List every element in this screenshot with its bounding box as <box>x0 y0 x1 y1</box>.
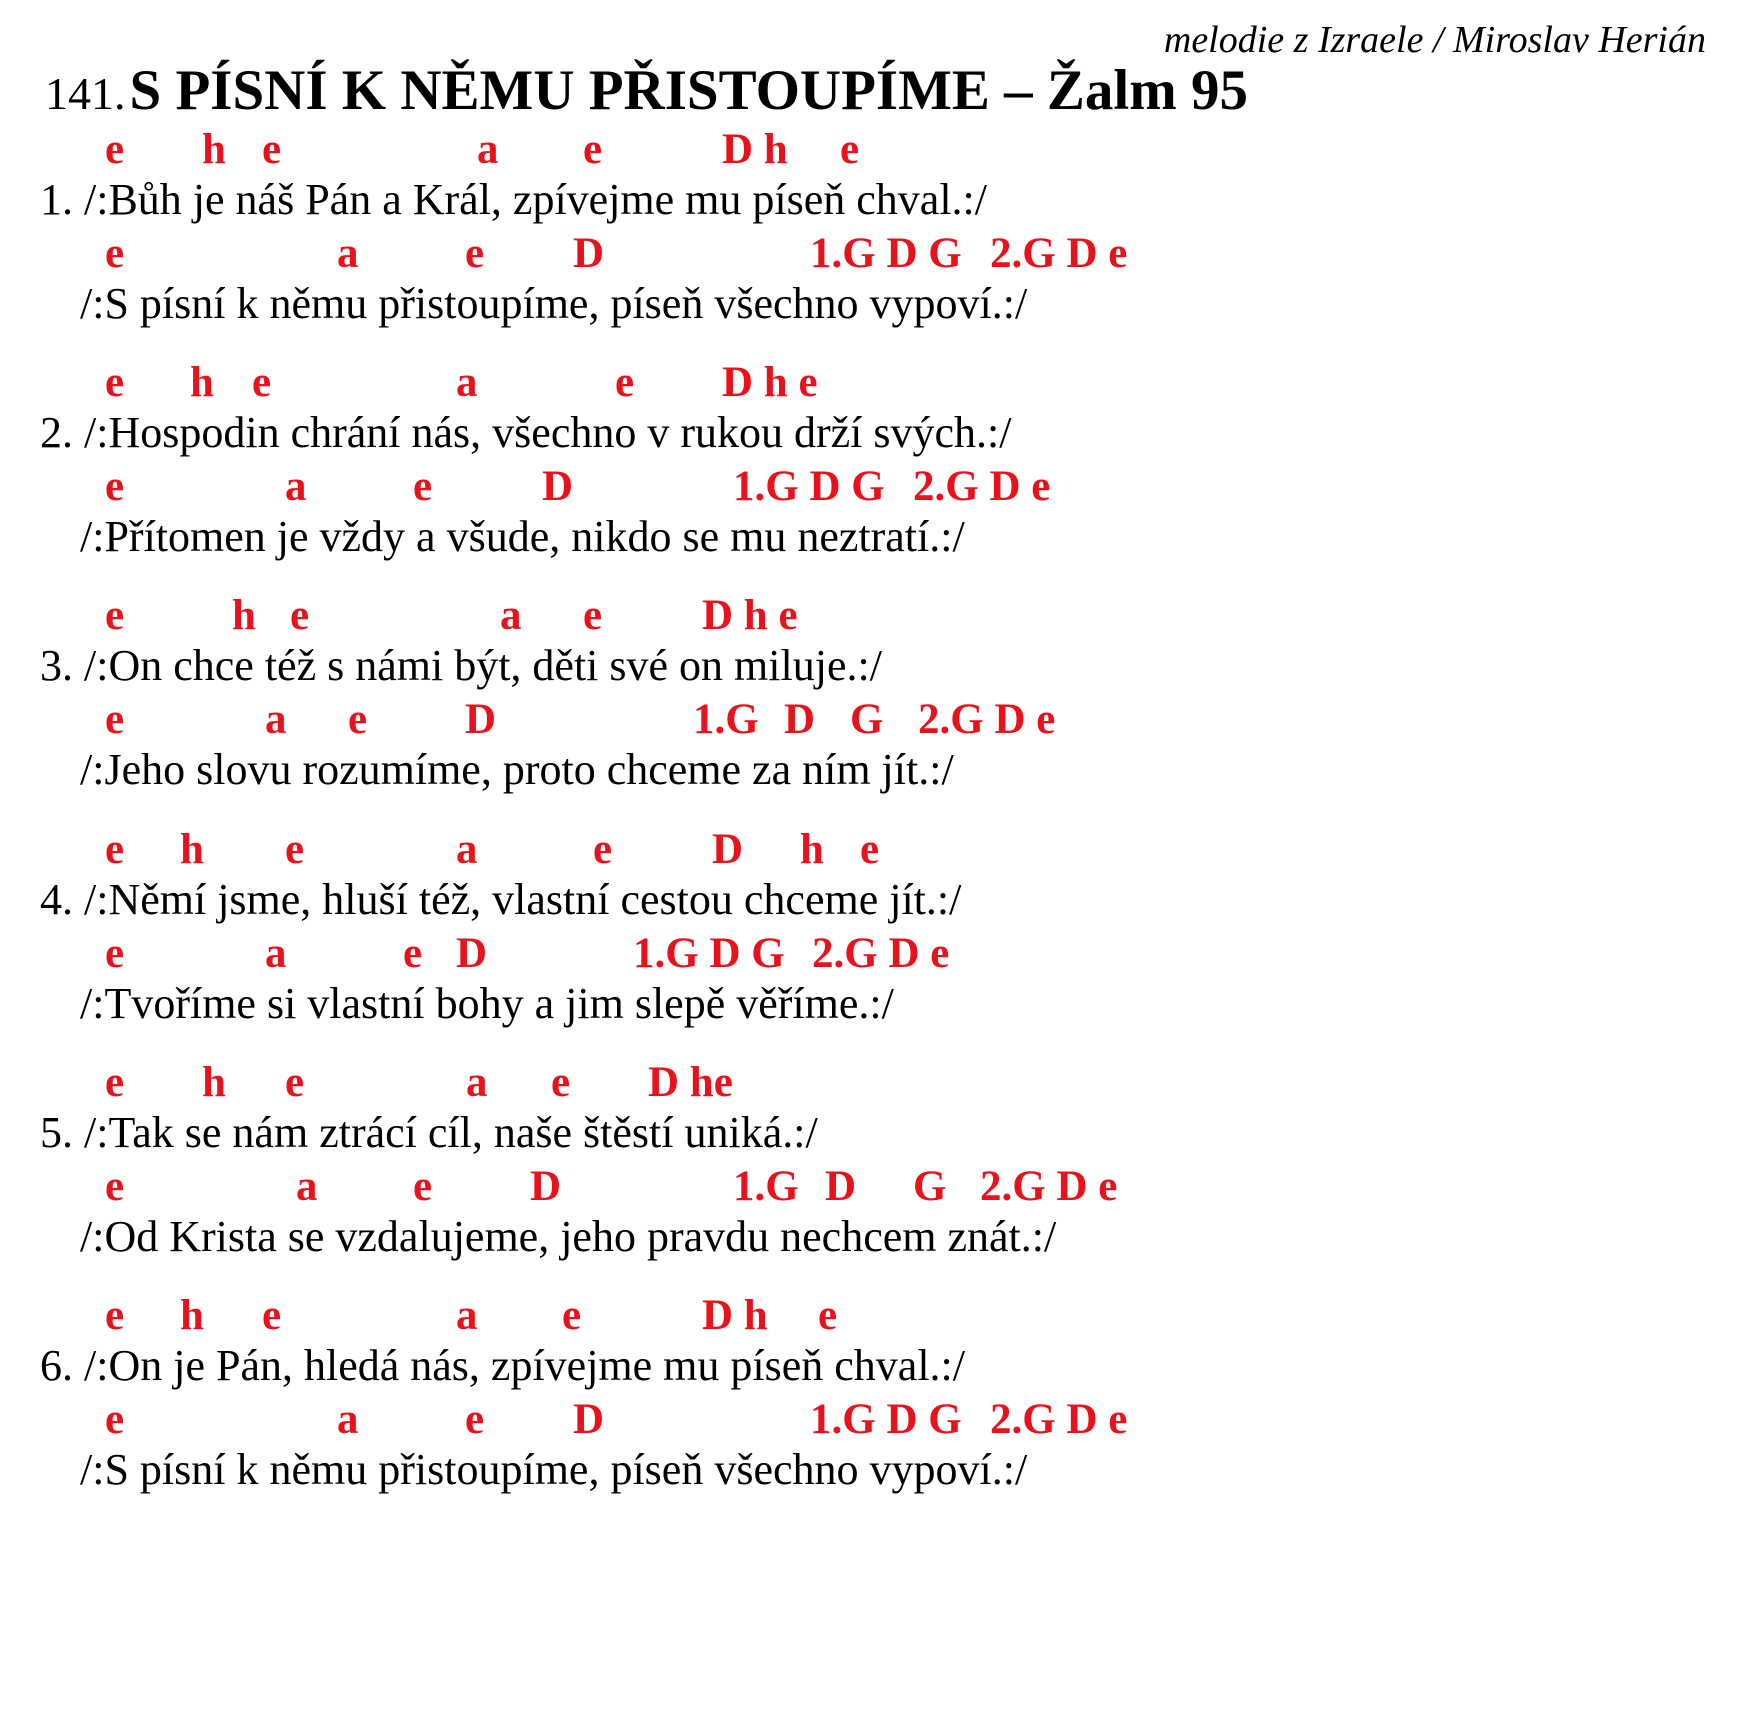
verse-6-chords-2 <box>0 1398 1739 1448</box>
chord: e <box>262 1292 282 1339</box>
chord: e <box>840 126 860 173</box>
chord: h <box>190 359 214 406</box>
song-name: S PÍSNÍ K NĚMU PŘISTOUPÍME – Žalm 95 <box>129 59 1248 122</box>
song-title <box>45 59 1248 122</box>
chord: a <box>500 592 522 639</box>
melody-credit: melodie z Izraele / Miroslav Herián <box>1163 19 1706 61</box>
chord: e <box>562 1292 582 1339</box>
chord: a <box>265 696 287 743</box>
chord: e <box>105 696 125 743</box>
chord: 1.G D G <box>810 1396 962 1443</box>
chord: e <box>105 1292 125 1339</box>
chord: e <box>403 930 423 977</box>
verse-4-chords-1 <box>0 828 1739 878</box>
chord: D h <box>702 1292 768 1339</box>
chord: 2.G D e <box>812 930 950 977</box>
chord: e <box>252 359 272 406</box>
chord: D h e <box>722 359 818 406</box>
song-number: 141. <box>45 68 126 119</box>
chord: 1.G D G <box>810 230 962 277</box>
verse-3-line-1: 3. /:On chce též s námi být, děti své on miluje.:/ <box>40 641 882 690</box>
chord: e <box>105 126 125 173</box>
chord: e <box>105 1396 125 1443</box>
chord: D <box>465 696 497 743</box>
chord: D h e <box>702 592 798 639</box>
chord: a <box>466 1059 488 1106</box>
chord: h <box>202 1059 226 1106</box>
chord: 1.G D G <box>633 930 785 977</box>
chord: e <box>105 1163 125 1210</box>
chord: a <box>296 1163 318 1210</box>
verse-3-chords-1 <box>0 594 1739 644</box>
chord: e <box>105 1059 125 1106</box>
verse-1-chords-2 <box>0 232 1739 282</box>
verse-5-chords-1 <box>0 1061 1739 1111</box>
chord: a <box>456 1292 478 1339</box>
chord: e <box>583 592 603 639</box>
chord: a <box>285 463 307 510</box>
chord: e <box>348 696 368 743</box>
chord: a <box>477 126 499 173</box>
verse-4-line-1: 4. /:Němí jsme, hluší též, vlastní cestou chceme jít.:/ <box>40 875 962 924</box>
verse-2-line-1: 2. /:Hospodin chrání nás, všechno v rukou drží svých.:/ <box>40 408 1012 457</box>
verse-3-line-2: /:Jeho slovu rozumíme, proto chceme za ním jít.:/ <box>80 745 954 794</box>
chord: 1.G D G <box>733 463 885 510</box>
chord: e <box>615 359 635 406</box>
chord: e <box>105 359 125 406</box>
chord: 1.G <box>733 1163 799 1210</box>
chord: D <box>573 230 605 277</box>
chord: G <box>850 696 884 743</box>
chord: e <box>551 1059 571 1106</box>
chord: e <box>818 1292 838 1339</box>
chord: e <box>465 230 485 277</box>
chord: 2.G D e <box>980 1163 1118 1210</box>
verse-4-line-2: /:Tvoříme si vlastní bohy a jim slepě věříme.:/ <box>80 979 894 1028</box>
chord: e <box>583 126 603 173</box>
chord: h <box>180 826 204 873</box>
verse-6-chords-1 <box>0 1294 1739 1344</box>
verse-3-chords-2 <box>0 698 1739 748</box>
verse-5-line-1: 5. /:Tak se nám ztrácí cíl, naše štěstí uniká.:/ <box>40 1108 818 1157</box>
chord: e <box>290 592 310 639</box>
verse-1-line-2: /:S písní k němu přistoupíme, píseň všechno vypoví.:/ <box>80 279 1028 328</box>
chord: a <box>265 930 287 977</box>
chord: e <box>262 126 282 173</box>
chord: e <box>105 230 125 277</box>
chord: D <box>456 930 488 977</box>
chord: e <box>413 463 433 510</box>
chord: 1.G <box>693 696 759 743</box>
chord: 2.G D e <box>913 463 1051 510</box>
verse-5-chords-2 <box>0 1165 1739 1215</box>
chord: D <box>573 1396 605 1443</box>
chord: D <box>530 1163 562 1210</box>
chord: e <box>105 826 125 873</box>
chord: e <box>860 826 880 873</box>
verse-1-chords-1 <box>0 128 1739 178</box>
chord: D <box>784 696 816 743</box>
chord: e <box>105 592 125 639</box>
chord: a <box>456 359 478 406</box>
verse-4-chords-2 <box>0 932 1739 982</box>
chord: e <box>593 826 613 873</box>
chord: h <box>232 592 256 639</box>
chord: e <box>465 1396 485 1443</box>
verse-2-chords-2 <box>0 465 1739 515</box>
chord: D <box>825 1163 857 1210</box>
chord: h <box>180 1292 204 1339</box>
chord: D h <box>722 126 788 173</box>
verse-2-line-2: /:Přítomen je vždy a všude, nikdo se mu neztratí.:/ <box>80 512 965 561</box>
chord: 2.G D e <box>990 1396 1128 1443</box>
chord: e <box>285 826 305 873</box>
chord: D <box>712 826 744 873</box>
verse-6-line-1: 6. /:On je Pán, hledá nás, zpívejme mu píseň chval.:/ <box>40 1341 966 1390</box>
chord: h <box>800 826 824 873</box>
chord: e <box>105 930 125 977</box>
chord: e <box>413 1163 433 1210</box>
chord: D <box>542 463 574 510</box>
verse-2-chords-1 <box>0 361 1739 411</box>
chord: a <box>456 826 478 873</box>
chord: D he <box>648 1059 733 1106</box>
chord: 2.G D e <box>918 696 1056 743</box>
verse-6-line-2: /:S písní k němu přistoupíme, píseň všechno vypoví.:/ <box>80 1445 1028 1494</box>
chord: G <box>913 1163 947 1210</box>
chord: a <box>337 1396 359 1443</box>
chord: e <box>285 1059 305 1106</box>
chord: h <box>202 126 226 173</box>
chord: e <box>105 463 125 510</box>
chord: 2.G D e <box>990 230 1128 277</box>
verse-1-line-1: 1. /:Bůh je náš Pán a Král, zpívejme mu píseň chval.:/ <box>40 175 988 224</box>
chord: a <box>337 230 359 277</box>
verse-5-line-2: /:Od Krista se vzdalujeme, jeho pravdu nechcem znát.:/ <box>80 1212 1057 1261</box>
